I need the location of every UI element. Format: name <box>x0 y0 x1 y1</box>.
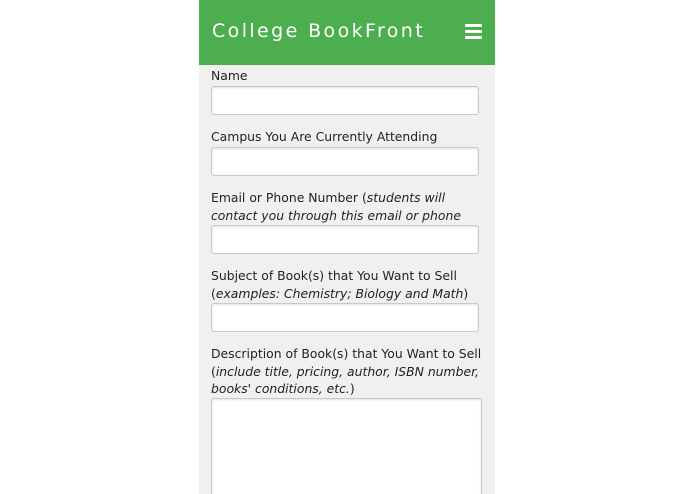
name-input[interactable] <box>211 86 479 115</box>
campus-label-text: Campus You Are Currently Attending <box>211 129 438 144</box>
subject-label-text: Subject of Book(s) that You Want to Sell ( <box>211 268 457 301</box>
contact-input[interactable] <box>211 225 479 254</box>
subject-label-end: ) <box>463 285 469 301</box>
description-label-hint: include title, pricing, author, ISBN number, books' conditions, etc. <box>211 363 479 396</box>
name-label-text: Name <box>211 68 248 83</box>
contact-label-text: Email or Phone Number ( <box>211 190 367 205</box>
mobile-page <box>199 0 495 494</box>
menu-icon-bar <box>465 36 482 39</box>
description-label <box>211 345 487 398</box>
menu-icon-bar <box>465 24 482 27</box>
campus-label <box>211 128 487 146</box>
brand-title[interactable]: College BookFront <box>212 20 426 42</box>
description-label-text: Description of Book(s) that You Want to Sell ( <box>211 346 482 379</box>
contact-label-hint: students will contact you through this email or phone <box>211 190 461 223</box>
campus-input[interactable] <box>211 147 479 176</box>
name-label <box>211 67 487 85</box>
subject-label <box>211 267 487 302</box>
menu-icon-bar <box>465 30 482 33</box>
header-bar <box>199 0 495 65</box>
description-label-end: ) <box>349 381 355 396</box>
hamburger-menu-icon[interactable] <box>465 24 482 40</box>
subject-label-hint: examples: Chemistry; Biology and Math <box>215 285 464 301</box>
description-textarea[interactable] <box>211 398 482 494</box>
subject-input[interactable] <box>211 303 479 332</box>
